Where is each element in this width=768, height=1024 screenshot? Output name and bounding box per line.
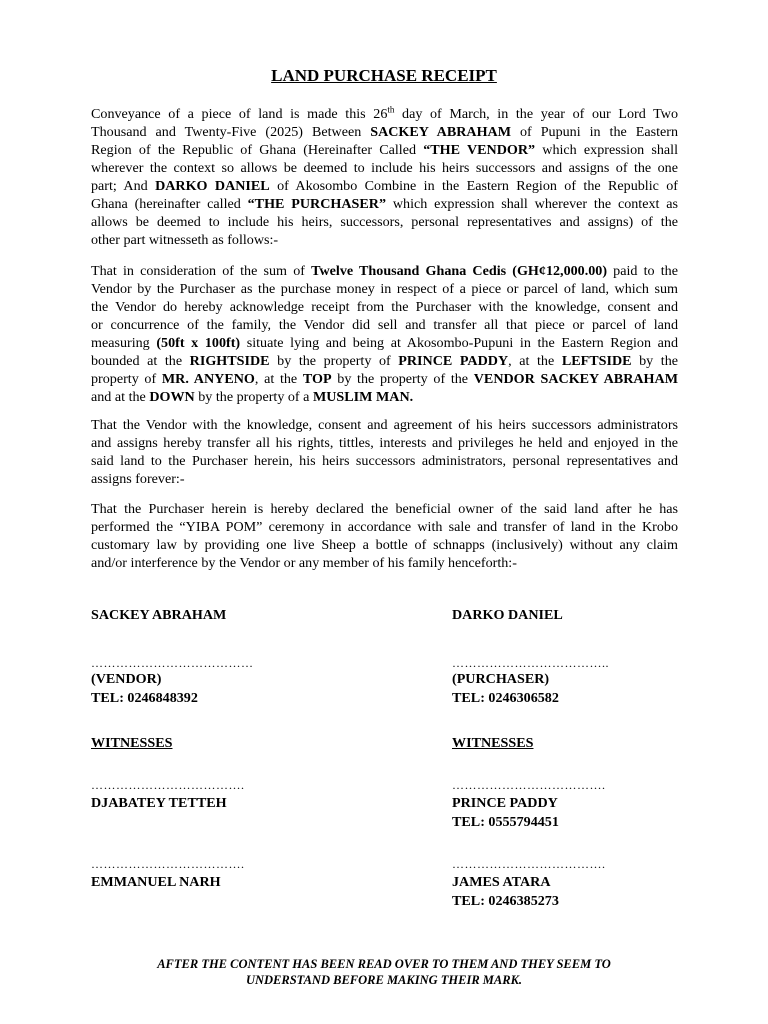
paragraph-line: part; And DARKO DANIEL of Akosombo Combine in the Eastern Region of the Republic of — [91, 178, 678, 194]
paragraph-line: assigns forever:- — [91, 471, 185, 487]
paragraph-line: Region of the Republic of Ghana (Hereinafter Called “THE VENDOR” which expression shall — [91, 142, 678, 158]
purchaser-tel: TEL: 0246306582 — [452, 690, 559, 706]
paragraph-line: or concurrence of the family, the Vendor did sell and transfer all that piece or parcel of land — [91, 317, 678, 333]
witness-name: JAMES ATARA — [452, 874, 551, 890]
purchaser-name: DARKO DANIEL — [452, 607, 563, 623]
transfer-paragraph — [91, 416, 678, 488]
paragraph-line: and assigns hereby transfer all his rights, tittles, interests and privileges he held and enjoyed in the — [91, 435, 678, 451]
vendor-tel: TEL: 0246848392 — [91, 690, 198, 706]
paragraph-line: and/or interference by the Vendor or any member of his family henceforth:- — [91, 555, 517, 571]
paragraph-line: That the Vendor with the knowledge, consent and agreement of his heirs successors administrators — [91, 417, 678, 433]
witnesses-heading-right: WITNESSES — [452, 735, 534, 751]
paragraph-line: Thousand and Twenty-Five (2025) Between SACKEY ABRAHAM of Pupuni in the Eastern — [91, 124, 678, 140]
paragraph-line: the Vendor do hereby acknowledge receipt from the Purchaser with the knowledge, consent and — [91, 299, 678, 315]
paragraph-line: measuring (50ft x 100ft) situate lying and being at Akosombo-Pupuni in the Eastern Region and — [91, 335, 678, 351]
purchase-amount: Twelve Thousand Ghana Cedis (GH¢12,000.00) — [311, 263, 608, 279]
witness-name: DJABATEY TETTEH — [91, 795, 227, 811]
paragraph-line: allows be deemed to include his heirs, successors, personal representatives and assigns) of the — [91, 214, 678, 230]
witness-signature-line: ………………………………. — [91, 857, 245, 871]
witness-signature-line: ………………………………. — [91, 778, 245, 792]
paragraph-line: customary law by providing one live Sheep a bottle of schnapps (inclusively) without any claim — [91, 537, 678, 553]
paragraph-line: That the Purchaser herein is hereby declared the beneficial owner of the said land after he has — [91, 501, 678, 517]
paragraph-line: Vendor by the Purchaser as the purchase money in respect of a piece or parcel of land, which sum — [91, 281, 678, 297]
witness-tel: TEL: 0246385273 — [452, 893, 559, 909]
vendor-role: (VENDOR) — [91, 671, 162, 687]
paragraph-line: property of MR. ANYENO, at the TOP by the property of the VENDOR SACKEY ABRAHAM — [91, 371, 679, 387]
witness-signature-line: ………………………………. — [452, 778, 606, 792]
paragraph-line: Ghana (hereinafter called “THE PURCHASER” which expression shall wherever the context as — [91, 196, 678, 212]
vendor-name-inline: SACKEY ABRAHAM — [370, 124, 512, 140]
paragraph-line: Conveyance of a piece of land is made this 26th day of March, in the year of our Lord Two — [91, 104, 678, 122]
vendor-name: SACKEY ABRAHAM — [91, 607, 227, 623]
paragraph-line: bounded at the RIGHTSIDE by the property of PRINCE PADDY, at the LEFTSIDE by the — [91, 353, 679, 369]
ownership-paragraph — [91, 500, 678, 572]
witness-name: EMMANUEL NARH — [91, 874, 221, 890]
witness-tel: TEL: 0555794451 — [452, 814, 559, 830]
witness-name: PRINCE PADDY — [452, 795, 558, 811]
purchaser-role: (PURCHASER) — [452, 671, 550, 687]
witness-signature-line: ………………………………. — [452, 857, 606, 871]
witnesses-heading-left: WITNESSES — [91, 735, 173, 751]
paragraph-line: That in consideration of the sum of Twelve Thousand Ghana Cedis (GH¢12,000.00) paid to the — [91, 263, 678, 279]
footer-line: UNDERSTAND BEFORE MAKING THEIR MARK. — [245, 973, 523, 987]
land-dimensions: (50ft x 100ft) — [156, 335, 241, 351]
purchaser-signature-line: ……………………………….. — [452, 656, 609, 670]
conveyance-paragraph — [91, 105, 678, 249]
consideration-paragraph — [91, 262, 678, 406]
document-title: LAND PURCHASE RECEIPT — [271, 66, 497, 85]
purchaser-name-inline: DARKO DANIEL — [155, 178, 270, 194]
paragraph-line: wherever the context so allows be deemed to include his heirs successors and assigns of the one — [91, 160, 678, 176]
vendor-signature-line: ………………………………… — [91, 656, 254, 670]
paragraph-line: and at the DOWN by the property of a MUSLIM MAN. — [91, 389, 414, 405]
paragraph-line: said land to the Purchaser herein, his heirs successors administrators, personal representatives and — [91, 453, 678, 469]
footer-line: AFTER THE CONTENT HAS BEEN READ OVER TO THEM AND THEY SEEM TO — [157, 957, 611, 971]
footer-note — [0, 956, 768, 988]
paragraph-line: other part witnesseth as follows:- — [91, 232, 279, 248]
paragraph-line: performed the “YIBA POM” ceremony in accordance with sale and transfer of land in the Krobo — [91, 519, 678, 535]
